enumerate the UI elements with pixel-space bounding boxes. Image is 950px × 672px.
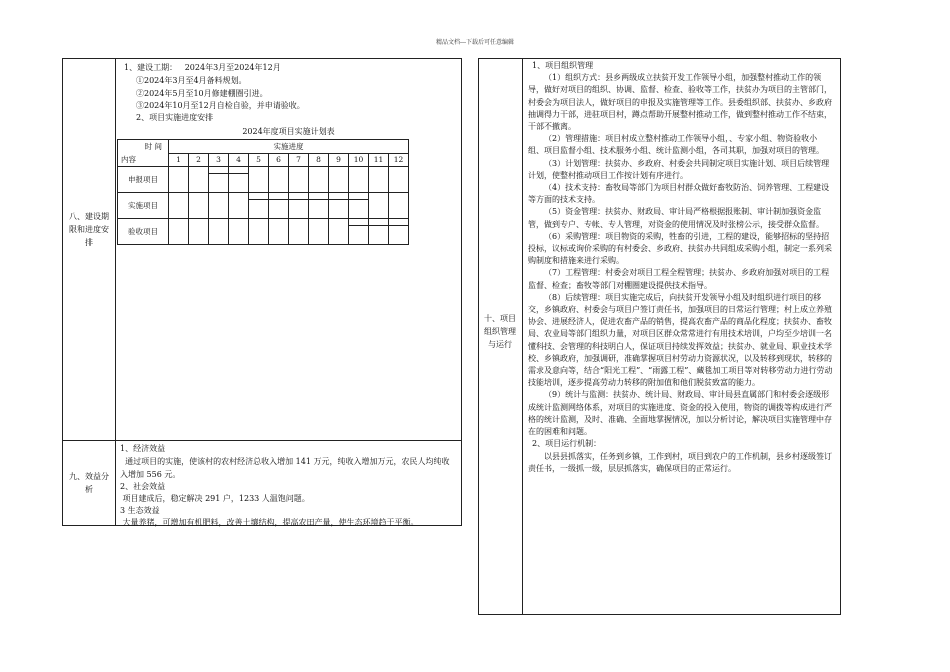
plan-progress-bar	[249, 199, 268, 200]
plan-month-header: 11	[369, 153, 389, 167]
plan-corner-cell	[118, 140, 169, 167]
plan-cell	[189, 193, 209, 219]
section10-para-3: （3）计划管理：扶贫办、乡政府、村委会共同制定项目实施计划、项目后续管理计划，使整村推动项目工作按计划有序进行。	[528, 158, 830, 180]
section9-line-6: 大量养猪，可增加有机肥料，改善土壤结构，提高农田产量，使生态环境趋于平衡。	[120, 518, 419, 527]
plan-cell	[249, 167, 269, 193]
plan-cell	[189, 219, 209, 245]
section9-line-1: 1、经济效益	[120, 444, 166, 453]
section8-line-1: 1、建设工期： 2024年3月至2024年12月	[124, 63, 281, 72]
plan-cell	[169, 193, 189, 219]
section9-line-3: 2、社会效益	[120, 482, 166, 491]
plan-month-header: 7	[289, 153, 309, 167]
plan-progress-bar	[309, 199, 328, 200]
plan-progress-bar	[349, 225, 368, 226]
plan-cell	[329, 193, 349, 219]
section8-line-4: ③2024年10月至12月自检自验，并申请验收。	[136, 101, 305, 110]
plan-cell	[229, 167, 249, 193]
right-col-divider	[522, 58, 523, 615]
section10-para-5: （5）资金管理：扶贫办、财政局、审计局严格根据报账制、审计制加强资金监管，做到专户、专帐、专人管理，对资金的使用情况及时张榜公示，接受群众监督。	[528, 207, 824, 229]
plan-cell	[269, 193, 289, 219]
plan-cell	[249, 193, 269, 219]
plan-row	[118, 167, 409, 193]
plan-cell	[309, 193, 329, 219]
section10-heading-2: 2、项目运行机制：	[532, 439, 602, 449]
plan-row	[118, 219, 409, 245]
plan-cell	[289, 167, 309, 193]
plan-month-header: 12	[389, 153, 409, 167]
left-row-divider	[62, 440, 462, 441]
plan-progress-bar	[329, 199, 348, 200]
plan-progress-bar	[229, 173, 248, 174]
section9-line-4: 项目建成后，稳定解决 291 户，1233 人温饱问题。	[120, 494, 310, 503]
section10-para-6: （6）采购管理：项目物资的采购，牲畜的引进，工程的建设，能够招标的坚持招投标，议标或询价采购的有村委会、乡政府、扶贫办共同组成采购小组，制定一系列采购制度和措施来进行采购。	[528, 231, 832, 266]
plan-cell	[269, 167, 289, 193]
section10-body	[528, 60, 833, 475]
plan-corner-top: 时 间	[144, 142, 162, 151]
plan-cell	[249, 219, 269, 245]
plan-cell	[289, 193, 309, 219]
plan-month-header: 2	[189, 153, 209, 167]
section8-line-2: ①2024年3月至4月备料规划。	[136, 76, 247, 85]
plan-month-header: 6	[269, 153, 289, 167]
plan-cell	[369, 167, 389, 193]
plan-cell	[229, 219, 249, 245]
plan-cell	[169, 219, 189, 245]
plan-progress-bar	[349, 199, 368, 200]
plan-cell	[209, 193, 229, 219]
plan-cell	[209, 219, 229, 245]
section9-line-5: 3 生态效益	[120, 506, 160, 515]
section8-line-3: ②2024年5月至10月修建棚圈引进。	[136, 89, 268, 98]
section10-heading-1: 1、项目组织管理	[532, 61, 594, 70]
plan-cell	[389, 219, 409, 245]
plan-progress-bar	[289, 199, 308, 200]
plan-cell	[169, 167, 189, 193]
plan-month-header: 10	[349, 153, 369, 167]
plan-cell	[229, 193, 249, 219]
page-header: 精品文档---下载后可任意编辑	[435, 39, 515, 46]
plan-cell	[369, 193, 389, 219]
section10-para-1: （1）组织方式：县乡两级成立扶贫开发工作领导小组，加强整村推动工作的领导，做好对项目的组织、协调、监督、检查、验收等工作，扶贫办为项目的主管部门，村委会为项目法人，做好项目的申报及实施管理等工作。县委组织部、扶贫办、乡政府抽调得力干部，进驻项目村，蹲点帮助开展整村推动工作，做到整村推动工作不结束，干部不撤离。	[528, 73, 832, 132]
plan-cell	[349, 193, 369, 219]
plan-month-header: 8	[309, 153, 329, 167]
plan-cell	[349, 167, 369, 193]
section10-para-7: （7）工程管理：村委会对项目工程全程管理；扶贫办、乡政府加强对项目的工程监督、检查；畜牧等部门对棚圈建设提供技术指导。	[528, 268, 830, 290]
section9-line-2: 通过项目的实施，使该村的农村经济总收入增加 141 万元，纯收入增加万元，农民人均纯收入增加 556 元。	[120, 457, 450, 479]
plan-progress-bar	[209, 173, 228, 174]
section8-label: 八、建设期限和进度安排	[69, 212, 109, 247]
plan-cell	[349, 219, 369, 245]
plan-month-header: 5	[249, 153, 269, 167]
plan-progress-header: 实施进度	[169, 140, 409, 154]
plan-month-header: 1	[169, 153, 189, 167]
section10-label: 十、项目组织管理与运行	[484, 314, 516, 349]
plan-month-header: 9	[329, 153, 349, 167]
plan-month-header: 4	[229, 153, 249, 167]
plan-month-header: 3	[209, 153, 229, 167]
plan-cell	[389, 193, 409, 219]
plan-row-label: 申报项目	[118, 167, 169, 193]
plan-cell	[309, 167, 329, 193]
plan-progress-bar	[369, 225, 388, 226]
section10-para-last: 以县县抓落实，任务到乡镇，工作到村，项目到农户的工作机制，县乡村逐级签订责任书，一级抓一级，层层抓落实，确保项目的正常运行。	[528, 451, 832, 473]
plan-row	[118, 193, 409, 219]
plan-table	[117, 139, 409, 245]
plan-progress-bar	[389, 225, 408, 226]
plan-progress-bar	[269, 199, 288, 200]
section9-label: 九、效益分析	[69, 472, 109, 494]
section10-para-4: （4）技术支持：畜牧局等部门为项目村群众做好畜牧防治、饲养管理、工程建设等方面的技术支持。	[528, 183, 830, 205]
plan-cell	[289, 219, 309, 245]
section10-para-2: （2）管理措施：项目村成立整村推动工作领导小组，、专家小组、物资验收小组、项目监督小组、技术服务小组、统计监测小组，各司其职，加强对项目的管理。	[528, 134, 824, 156]
plan-cell	[269, 219, 289, 245]
plan-cell	[209, 167, 229, 193]
plan-table-title: 2024年度项目实施计划表	[242, 127, 335, 136]
plan-row-label: 验收项目	[118, 219, 169, 245]
plan-cell	[369, 219, 389, 245]
plan-cell	[329, 167, 349, 193]
plan-cell	[189, 167, 209, 193]
plan-cell	[309, 219, 329, 245]
plan-cell	[329, 219, 349, 245]
section8-line-5: 2、项目实施进度安排	[136, 113, 214, 122]
plan-cell	[389, 167, 409, 193]
plan-corner-bottom: 内容	[121, 155, 136, 164]
plan-row-label: 实施项目	[118, 193, 169, 219]
section10-para-8: （8）后续管理：项目实施完成后，向扶贫开发领导小组及时组织进行项目的移交，乡镇政府、村委会与项目户签订责任书，加强项目的日常运行管理；村上成立养殖协会、进展经济人，促进农畜产品的销售，提高农畜产品的商品化程度；扶贫办、畜牧局、农业局等部门组织力量，对项目区群众常常进行有用技术培训，户均至少培训一名懂科技、会管理的科技明白人，保证项目持续发挥效益；扶贫办、就业局、职业技术学校、乡镇政府，加强调研，准确掌握项目村劳动力资源状况，以及转移到现状，转移的需求及意向等，结合“阳光工程”、“雨露工程”、藏毯加工项目等对转移劳动力进行劳动技能培训，逐步提高劳动力转移的附加值和他们脱贫致富的能力。	[528, 292, 833, 388]
section10-para-9: （9）统计与监测：扶贫办、统计局、财政局、审计局县直属部门和村委会逐级形成统计监测网络体系，对项目的实施进度、资金的投入使用，物资的调拨等构成进行严格的统计监测，及时、准确、全面地掌握情况，加以分析讨论，解决项目实施管理中存在的困难和问题。	[528, 390, 832, 437]
